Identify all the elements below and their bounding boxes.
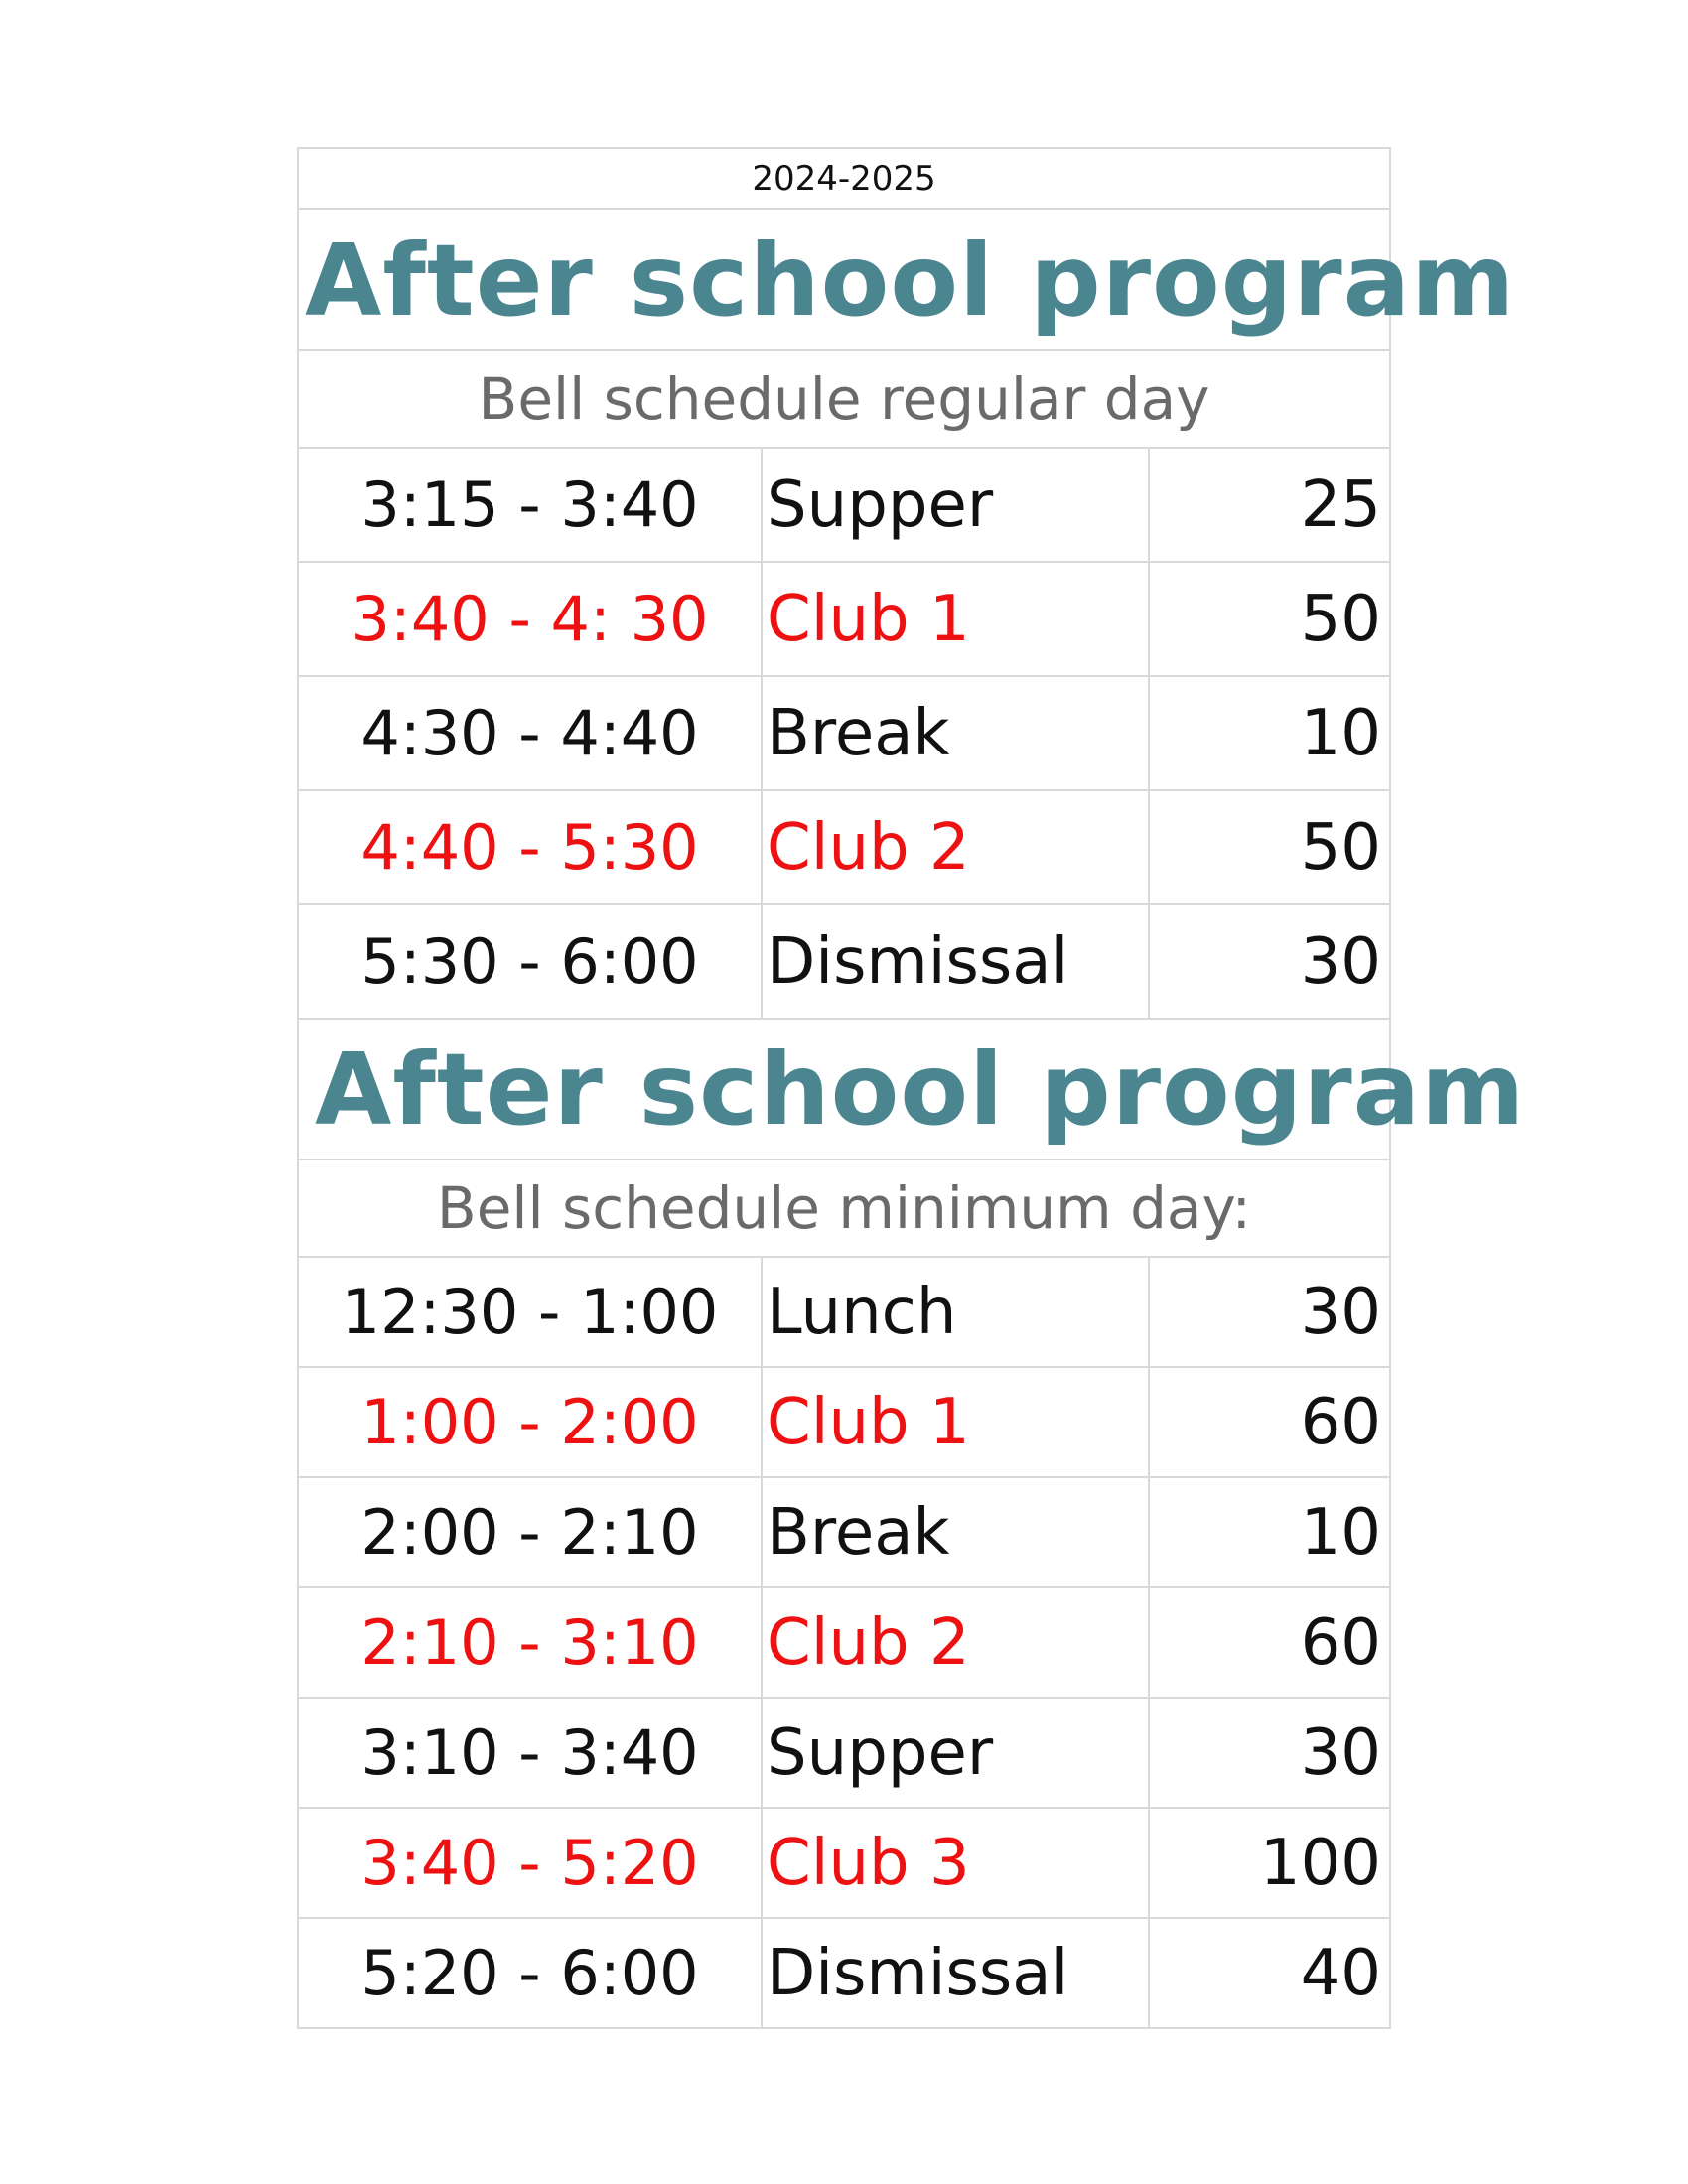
activity-cell: Club 1	[762, 562, 1149, 676]
school-year: 2024-2025	[298, 148, 1390, 209]
minimum-subtitle-row	[298, 1160, 1390, 1257]
minutes-cell: 25	[1149, 448, 1390, 562]
time-cell: 2:10 - 3:10	[298, 1587, 762, 1698]
time-cell: 12:30 - 1:00	[298, 1257, 762, 1367]
regular-schedule-subtitle: Bell schedule regular day	[298, 350, 1390, 448]
schedule-row	[298, 562, 1390, 676]
schedule-row	[298, 448, 1390, 562]
activity-cell: Lunch	[762, 1257, 1149, 1367]
schedule-sheet	[297, 147, 1526, 2029]
time-cell: 2:00 - 2:10	[298, 1477, 762, 1587]
regular-schedule-rows	[298, 448, 1390, 1019]
schedule-row	[298, 1367, 1390, 1477]
year-row	[298, 148, 1390, 209]
schedule-row	[298, 1477, 1390, 1587]
time-cell: 1:00 - 2:00	[298, 1367, 762, 1477]
minutes-cell: 10	[1149, 1477, 1390, 1587]
regular-title-row	[298, 209, 1390, 350]
minutes-cell: 50	[1149, 562, 1390, 676]
minimum-schedule-rows	[298, 1257, 1390, 2028]
schedule-row	[298, 904, 1390, 1019]
time-cell: 3:40 - 4: 30	[298, 562, 762, 676]
minutes-cell: 60	[1149, 1367, 1390, 1477]
schedule-row	[298, 676, 1390, 790]
minimum-schedule-subtitle: Bell schedule minimum day:	[298, 1160, 1390, 1257]
time-cell: 4:30 - 4:40	[298, 676, 762, 790]
time-cell: 3:40 - 5:20	[298, 1808, 762, 1918]
activity-cell: Club 2	[762, 1587, 1149, 1698]
minutes-cell: 30	[1149, 1698, 1390, 1808]
minutes-cell: 30	[1149, 1257, 1390, 1367]
time-cell: 5:30 - 6:00	[298, 904, 762, 1019]
activity-cell: Dismissal	[762, 904, 1149, 1019]
time-cell: 3:10 - 3:40	[298, 1698, 762, 1808]
schedule-row	[298, 1257, 1390, 1367]
activity-cell: Club 1	[762, 1367, 1149, 1477]
minimum-title-row	[298, 1019, 1390, 1160]
schedule-row	[298, 1587, 1390, 1698]
regular-subtitle-row	[298, 350, 1390, 448]
schedule-row	[298, 1808, 1390, 1918]
schedule-row	[298, 790, 1390, 904]
activity-cell: Dismissal	[762, 1918, 1149, 2028]
minutes-cell: 100	[1149, 1808, 1390, 1918]
schedule-row	[298, 1698, 1390, 1808]
schedule-row	[298, 1918, 1390, 2028]
activity-cell: Club 3	[762, 1808, 1149, 1918]
minutes-cell: 10	[1149, 676, 1390, 790]
time-cell: 3:15 - 3:40	[298, 448, 762, 562]
activity-cell: Break	[762, 676, 1149, 790]
minutes-cell: 30	[1149, 904, 1390, 1019]
activity-cell: Supper	[762, 448, 1149, 562]
activity-cell: Break	[762, 1477, 1149, 1587]
time-cell: 4:40 - 5:30	[298, 790, 762, 904]
minutes-cell: 60	[1149, 1587, 1390, 1698]
activity-cell: Club 2	[762, 790, 1149, 904]
regular-program-title: After school program	[298, 209, 1390, 350]
minutes-cell: 50	[1149, 790, 1390, 904]
minutes-cell: 40	[1149, 1918, 1390, 2028]
activity-cell: Supper	[762, 1698, 1149, 1808]
minimum-program-title: After school program	[298, 1019, 1390, 1160]
time-cell: 5:20 - 6:00	[298, 1918, 762, 2028]
